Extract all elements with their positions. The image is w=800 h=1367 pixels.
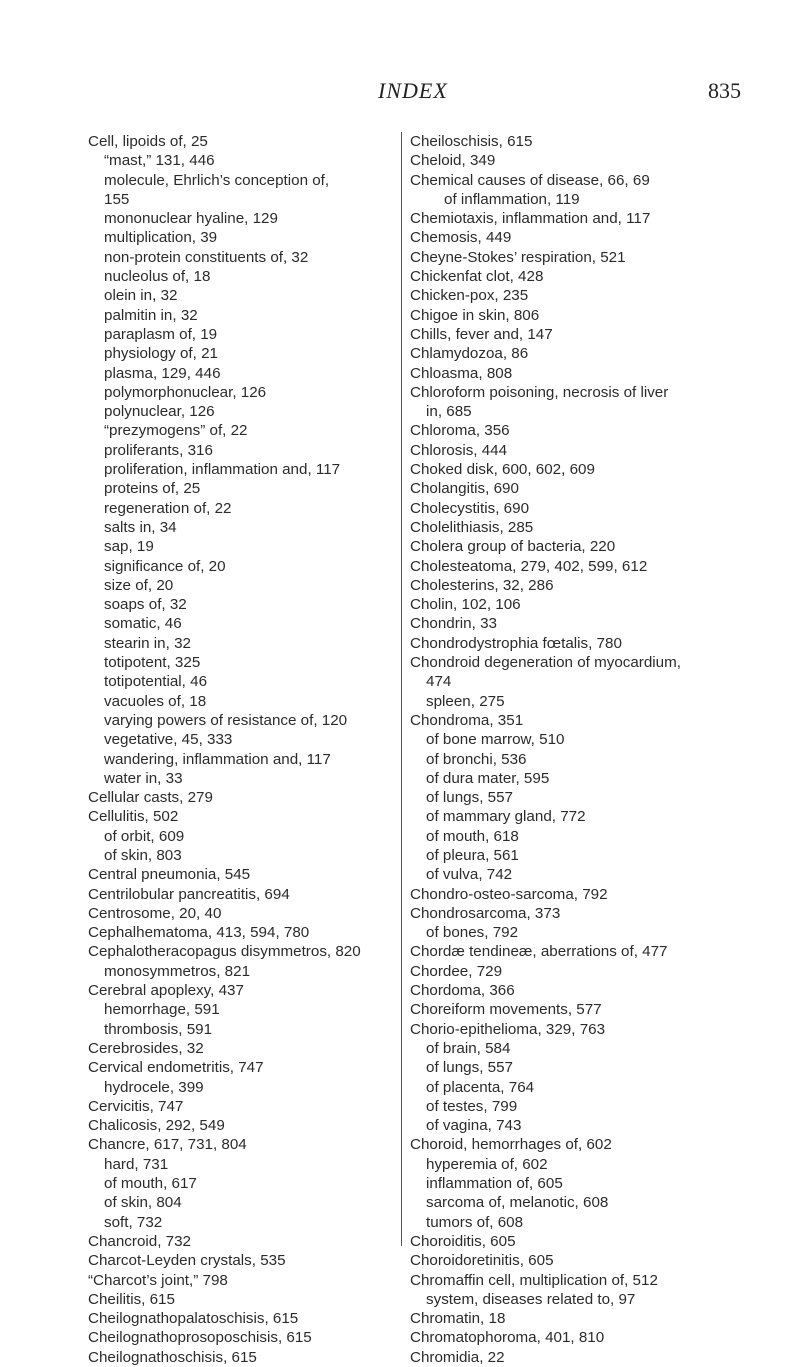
index-subentry: of mouth, 618 <box>426 827 519 845</box>
index-subentry: somatic, 46 <box>104 615 182 633</box>
index-subentry: of mammary gland, 772 <box>426 808 586 826</box>
index-entry: Choroid, hemorrhages of, 602 <box>410 1136 612 1154</box>
index-subentry: varying powers of resistance of, 120 <box>104 711 348 729</box>
index-entry: Cholin, 102, 106 <box>410 596 521 614</box>
index-column-left <box>88 132 396 1367</box>
index-subentry: of brain, 584 <box>426 1039 511 1057</box>
index-column-right <box>401 132 753 1366</box>
index-entry: Chondrodystrophia fœtalis, 780 <box>410 634 622 652</box>
index-entry: Chondroid degeneration of myocardium, <box>410 654 682 672</box>
index-subentry: physiology of, 21 <box>104 345 218 363</box>
index-subentry: monosymmetros, 821 <box>104 962 251 980</box>
index-entry: Cervical endometritis, 747 <box>88 1059 264 1077</box>
index-entry: Charcot-Leyden crystals, 535 <box>88 1252 286 1270</box>
index-subentry: of skin, 803 <box>104 846 182 864</box>
index-entry: Chromaffin cell, multiplication of, 512 <box>410 1271 658 1289</box>
index-entry: Chromatin, 18 <box>410 1310 506 1328</box>
index-entry: Chloroma, 356 <box>410 422 510 440</box>
index-subentry: in, 685 <box>426 403 472 421</box>
index-subentry: polynuclear, 126 <box>104 403 215 421</box>
index-entry: Cheilognathoprosoposchisis, 615 <box>88 1329 312 1347</box>
index-entry: Cheilognathoschisis, 615 <box>88 1348 257 1366</box>
index-entry: Cholangitis, 690 <box>410 480 519 498</box>
index-subentry: of placenta, 764 <box>426 1078 535 1096</box>
index-subentry: “prezymogens” of, 22 <box>104 422 248 440</box>
index-subentry: 155 <box>104 190 130 208</box>
index-subentry: hydrocele, 399 <box>104 1078 204 1096</box>
index-entry: Chlorosis, 444 <box>410 441 508 459</box>
index-entry: Central pneumonia, 545 <box>88 866 251 884</box>
index-subentry: water in, 33 <box>104 769 183 787</box>
index-entry: Centrosome, 20, 40 <box>88 904 222 922</box>
index-subentry: paraplasm of, 19 <box>104 325 218 343</box>
index-subentry: of inflammation, 119 <box>444 190 580 208</box>
index-subentry: of vulva, 742 <box>426 866 513 884</box>
index-entry: Chorio-epithelioma, 329, 763 <box>410 1020 606 1038</box>
index-entry: Choked disk, 600, 602, 609 <box>410 461 595 479</box>
index-subentry: of skin, 804 <box>104 1194 182 1212</box>
index-entry: Choreiform movements, 577 <box>410 1001 602 1019</box>
running-head-title: INDEX <box>378 78 448 103</box>
index-subentry: stearin in, 32 <box>104 634 191 652</box>
index-subentry: totipotent, 325 <box>104 654 201 672</box>
index-entry: Chromidia, 22 <box>410 1348 505 1366</box>
index-entry: Chondrin, 33 <box>410 615 497 633</box>
index-subentry: olein in, 32 <box>104 287 178 305</box>
index-entry: Cholecystitis, 690 <box>410 499 530 517</box>
index-subentry: hard, 731 <box>104 1155 169 1173</box>
index-subentry: significance of, 20 <box>104 557 226 575</box>
index-subentry: totipotential, 46 <box>104 673 208 691</box>
index-subentry: plasma, 129, 446 <box>104 364 221 382</box>
index-subentry: of lungs, 557 <box>426 1059 513 1077</box>
index-entry: Chordee, 729 <box>410 962 503 980</box>
index-subentry: wandering, inflammation and, 117 <box>104 750 331 768</box>
index-subentry: non-protein constituents of, 32 <box>104 248 309 266</box>
index-subentry: vacuoles of, 18 <box>104 692 207 710</box>
index-entry: Cephalotheracopagus disymmetros, 820 <box>88 943 361 961</box>
index-subentry: nucleolus of, 18 <box>104 268 211 286</box>
index-entry: Cerebrosides, 32 <box>88 1039 204 1057</box>
index-subentry: proliferants, 316 <box>104 441 213 459</box>
index-subentry: sap, 19 <box>104 538 154 556</box>
index-subentry: proliferation, inflammation and, 117 <box>104 461 341 479</box>
index-subentry: thrombosis, 591 <box>104 1020 213 1038</box>
index-subentry: of bones, 792 <box>426 924 519 942</box>
index-subentry: proteins of, 25 <box>104 480 201 498</box>
index-subentry: of bronchi, 536 <box>426 750 527 768</box>
index-entry: Cell, lipoids of, 25 <box>88 133 208 150</box>
index-subentry: molecule, Ehrlich’s conception of, <box>104 171 330 189</box>
index-subentry: vegetative, 45, 333 <box>104 731 233 749</box>
index-entry: Centrilobular pancreatitis, 694 <box>88 885 290 903</box>
index-subentry: of dura mater, 595 <box>426 769 550 787</box>
index-entry: Cerebral apoplexy, 437 <box>88 982 244 1000</box>
running-head <box>0 78 800 118</box>
index-subentry: system, diseases related to, 97 <box>426 1290 636 1308</box>
index-entry: Chondrosarcoma, 373 <box>410 904 561 922</box>
index-entry: Chromatophoroma, 401, 810 <box>410 1329 605 1347</box>
index-entry: Cheilognathopalatoschisis, 615 <box>88 1310 299 1328</box>
index-subentry: of pleura, 561 <box>426 846 519 864</box>
index-subentry: “mast,” 131, 446 <box>104 152 215 170</box>
index-entry: Cholesterins, 32, 286 <box>410 576 554 594</box>
index-subentry: hemorrhage, 591 <box>104 1001 220 1019</box>
index-entry: Chondro-osteo-sarcoma, 792 <box>410 885 608 903</box>
index-entry: Cervicitis, 747 <box>88 1097 184 1115</box>
index-entry: Chlamydozoa, 86 <box>410 345 529 363</box>
index-entry: “Charcot’s joint,” 798 <box>88 1271 228 1289</box>
index-entry: Cellulitis, 502 <box>88 808 179 826</box>
index-entry: Cheiloschisis, 615 <box>410 133 533 150</box>
index-subentry: of vagina, 743 <box>426 1117 522 1135</box>
index-entry: Chancroid, 732 <box>88 1232 192 1250</box>
index-subentry: palmitin in, 32 <box>104 306 198 324</box>
index-entry: Chemical causes of disease, 66, 69 <box>410 171 650 189</box>
index-subentry: size of, 20 <box>104 576 174 594</box>
index-entry: Cheilitis, 615 <box>88 1290 175 1308</box>
index-subentry: soaps of, 32 <box>104 596 187 614</box>
index-entry: Cheyne-Stokes’ respiration, 521 <box>410 248 626 266</box>
index-entry: Chills, fever and, 147 <box>410 325 553 343</box>
index-subentry: mononuclear hyaline, 129 <box>104 210 278 228</box>
index-subentry: hyperemia of, 602 <box>426 1155 548 1173</box>
index-entry: Chalicosis, 292, 549 <box>88 1117 225 1135</box>
index-entry: Cheloid, 349 <box>410 152 496 170</box>
index-subentry: spleen, 275 <box>426 692 505 710</box>
index-subentry: polymorphonuclear, 126 <box>104 383 267 401</box>
index-entry: Chicken-pox, 235 <box>410 287 529 305</box>
index-subentry: sarcoma of, melanotic, 608 <box>426 1194 609 1212</box>
index-subentry: salts in, 34 <box>104 518 177 536</box>
index-entry: Cellular casts, 279 <box>88 789 213 807</box>
index-entry: Chordoma, 366 <box>410 982 515 1000</box>
index-entry: Chickenfat clot, 428 <box>410 268 544 286</box>
index-entry: Chigoe in skin, 806 <box>410 306 540 324</box>
index-entry: Chondroma, 351 <box>410 711 524 729</box>
index-subentry: soft, 732 <box>104 1213 163 1231</box>
index-subentry: of orbit, 609 <box>104 827 185 845</box>
index-entry: Chemiotaxis, inflammation and, 117 <box>410 210 651 228</box>
index-subentry: of lungs, 557 <box>426 789 513 807</box>
index-subentry: regeneration of, 22 <box>104 499 232 517</box>
index-subentry: 474 <box>426 673 452 691</box>
index-entry: Cephalhematoma, 413, 594, 780 <box>88 924 310 942</box>
index-entry: Chloroform poisoning, necrosis of liver <box>410 383 669 401</box>
index-entry: Chordæ tendineæ, aberrations of, 477 <box>410 943 668 961</box>
index-entry: Choroiditis, 605 <box>410 1232 516 1250</box>
index-subentry: of mouth, 617 <box>104 1175 197 1193</box>
index-subentry: inflammation of, 605 <box>426 1175 563 1193</box>
index-entry: Choroidoretinitis, 605 <box>410 1252 554 1270</box>
index-subentry: tumors of, 608 <box>426 1213 524 1231</box>
index-entry: Chloasma, 808 <box>410 364 513 382</box>
index-entry: Chemosis, 449 <box>410 229 512 247</box>
index-entry: Chancre, 617, 731, 804 <box>88 1136 247 1154</box>
index-subentry: of testes, 799 <box>426 1097 518 1115</box>
index-entry: Cholera group of bacteria, 220 <box>410 538 616 556</box>
index-subentry: of bone marrow, 510 <box>426 731 565 749</box>
index-entry: Cholelithiasis, 285 <box>410 518 534 536</box>
index-entry: Cholesteatoma, 279, 402, 599, 612 <box>410 557 648 575</box>
page-number: 835 <box>708 78 741 103</box>
index-subentry: multiplication, 39 <box>104 229 218 247</box>
